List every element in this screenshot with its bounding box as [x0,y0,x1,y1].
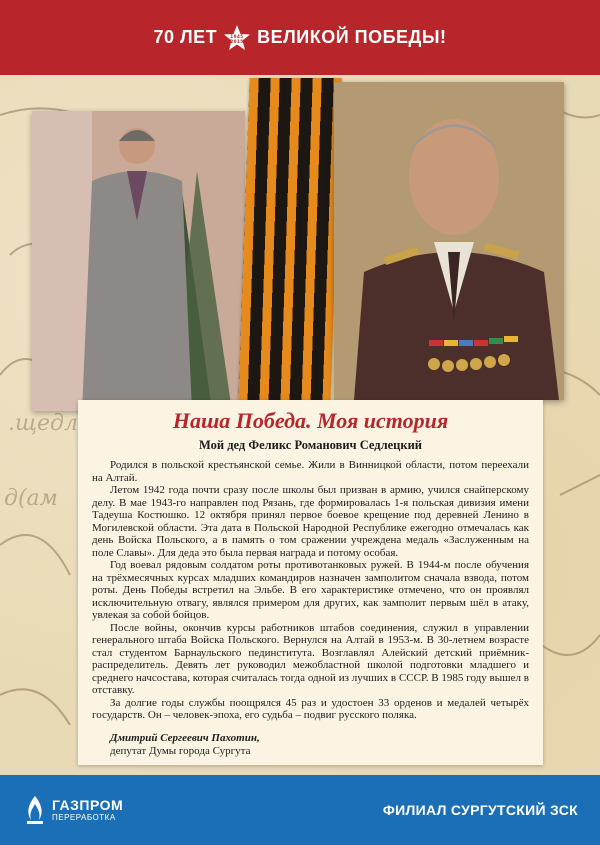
article-panel [78,400,543,765]
author-signature [110,732,529,758]
article-title: Наша Победа. Моя история [172,408,449,433]
article-paragraph: После войны, окончив курсы работников штабов соединения, служил в управлении генерального штаба Войска Польского. Вернулся на Алтай в 1953-м. В 30-летнем возрасте стал студентом Барнаульского пединститута. Возглавлял Алейский детский приёмник-распределитель. Девять лет руководил межобластной школой подготовки младшего и среднего начсостава, которая считалась тогда одной из лучших в СССР. В 1985 году вышел в отставку. [92,621,529,696]
banner-right-text: ВЕЛИКОЙ ПОБЕДЫ! [257,27,447,47]
flame-icon [22,793,48,827]
grandfather-photo [334,82,564,400]
grandson-photo [32,111,245,411]
article-paragraph: Родился в польской крестьянской семье. Жили в Винницкой области, потом переехали на Алтай. [92,459,529,484]
article-paragraph: За долгие годы службы поощрялся 45 раз и удостоен 33 орденов и медалей четырёх государств. Он – человек-эпоха, его судьба – подвиг русского поляка. [92,696,529,721]
svg-text:.щедл: .щедл [8,411,78,436]
st-george-ribbon [238,78,342,408]
star-icon [223,24,251,52]
article-paragraph: Год воевал рядовым солдатом роты противотанковых ружей. В 1944-м после обучения на трёхмесячных курсах младших командиров назначен замполитом сначала взвода, потом роты. День Победы встретил на Эльбе. В его характеристике отмечено, что он проявлял исключительную отвагу, являлся примером для других, как замполит первым шёл в атаку, увлекая за собой бойцов. [92,559,529,621]
author-position: депутат Думы города Сургута [110,744,251,757]
bottom-banner [0,775,600,845]
logo-line2: ПЕРЕРАБОТКА [52,813,116,822]
branch-name: ФИЛИАЛ СУРГУТСКИЙ ЗСК [382,802,578,818]
star-year-top: 1945 [230,33,244,39]
article-subtitle: Мой дед Феликс Романович Седлецкий [199,438,422,452]
logo-line1: ГАЗПРОМ [52,797,124,813]
author-name: Дмитрий Сергеевич Пахотин, [110,731,260,744]
svg-text:д(ам: д(ам [4,486,58,511]
top-banner [0,0,600,75]
article-paragraph: Летом 1942 года почти сразу после школы был призван в армию, учился снайперскому делу. В мае 1943-го направлен под Рязань, где формировалась 1-я польская дивизия имени Тадеуша Костюшко. 12 октября принял первое боевое крещение под деревней Ленино в Могилевской области. Эта дата в Польской Народной Республике ежегодно отмечалась как день Войска Польского, а в память о том сражении учреждена медаль «Заслуженным на поле Славы». Для деда это была первая награда и потому особая. [92,484,529,559]
star-year-bottom: 2015 [230,38,244,44]
gazprom-logo [22,793,123,827]
banner-left-text: 70 ЛЕТ [153,27,218,47]
